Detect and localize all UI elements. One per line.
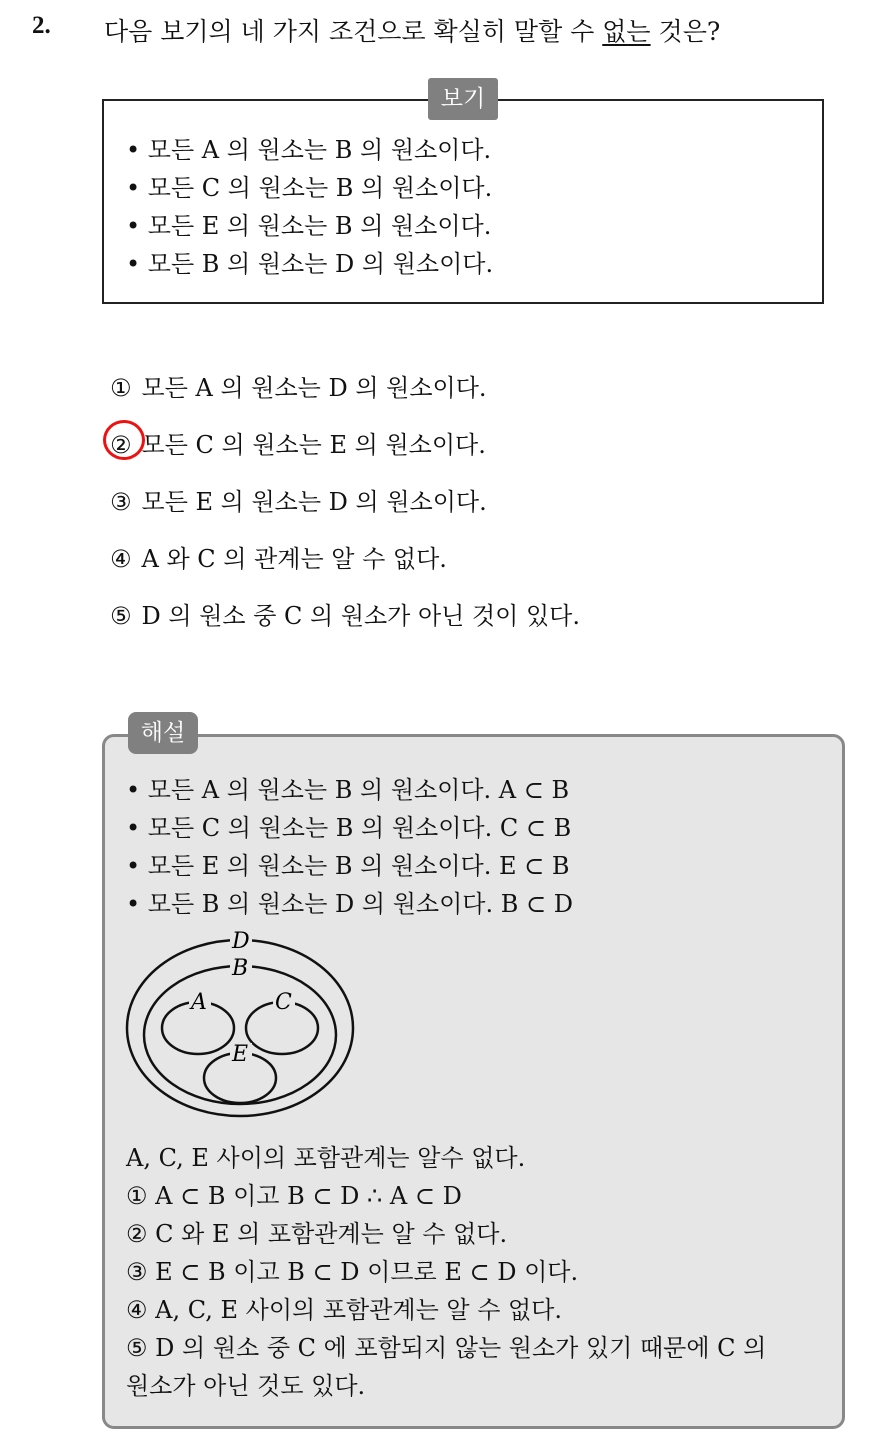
choice-text: A 와 C 의 관계는 알 수 없다. — [141, 545, 447, 573]
choice-2[interactable] — [110, 425, 486, 460]
choice-text: D 의 원소 중 C 의 원소가 아닌 것이 있다. — [141, 602, 580, 630]
solution-label: 해설 — [128, 712, 198, 754]
label-d: D — [232, 929, 250, 954]
choice-mark: ① — [110, 374, 132, 402]
label-c: C — [275, 990, 292, 1015]
choice-text: 모든 A 의 원소는 D 의 원소이다. — [141, 374, 487, 402]
solution-bullet: • 모든 A 의 원소는 B 의 원소이다. A ⊂ B — [126, 776, 570, 804]
choice-1[interactable] — [110, 368, 487, 403]
choice-5[interactable] — [110, 596, 580, 631]
question-text-before: 다음 보기의 네 가지 조건으로 확실히 말할 수 — [104, 17, 603, 46]
answer-mark-circle — [103, 420, 145, 460]
solution-line: ④ A, C, E 사이의 포함관계는 알 수 없다. — [126, 1296, 563, 1324]
venn-diagram — [120, 925, 365, 1125]
question-text-underlined: 없는 — [602, 17, 651, 46]
solution-bullet: • 모든 B 의 원소는 D 의 원소이다. B ⊂ D — [126, 890, 573, 918]
solution-bullet: • 모든 C 의 원소는 B 의 원소이다. C ⊂ B — [126, 814, 572, 842]
bogi-label: 보기 — [428, 78, 498, 120]
label-a: A — [191, 990, 207, 1015]
bogi-line: • 모든 B 의 원소는 D 의 원소이다. — [126, 250, 494, 278]
solution-line: A, C, E 사이의 포함관계는 알수 없다. — [126, 1144, 526, 1172]
solution-line: ① A ⊂ B 이고 B ⊂ D ∴ A ⊂ D — [126, 1182, 462, 1210]
choice-mark: ③ — [110, 488, 132, 516]
choice-mark: ⑤ — [110, 602, 132, 630]
choice-text: 모든 C 의 원소는 E 의 원소이다. — [141, 431, 486, 459]
label-b: B — [232, 956, 249, 981]
set-b-ellipse — [144, 966, 336, 1104]
question-text — [104, 12, 720, 48]
solution-line: ⑤ D 의 원소 중 C 에 포함되지 않는 원소가 있기 때문에 C 의 — [126, 1334, 767, 1362]
choice-mark: ② — [110, 431, 132, 459]
solution-line: ② C 와 E 의 포함관계는 알 수 없다. — [126, 1220, 508, 1248]
solution-bullet: • 모든 E 의 원소는 B 의 원소이다. E ⊂ B — [126, 852, 570, 880]
bogi-line: • 모든 C 의 원소는 B 의 원소이다. — [126, 174, 493, 202]
bogi-line: • 모든 E 의 원소는 B 의 원소이다. — [126, 212, 492, 240]
question-text-after: 것은? — [650, 17, 721, 46]
choice-4[interactable] — [110, 539, 447, 574]
solution-line: ③ E ⊂ B 이고 B ⊂ D 이므로 E ⊂ D 이다. — [126, 1258, 579, 1286]
choice-mark: ④ — [110, 545, 132, 573]
question-number: 2. — [32, 12, 51, 39]
choice-3[interactable] — [110, 482, 487, 517]
label-e: E — [232, 1042, 249, 1067]
bogi-line: • 모든 A 의 원소는 B 의 원소이다. — [126, 136, 492, 164]
solution-line: 원소가 아닌 것도 있다. — [126, 1372, 366, 1400]
choice-text: 모든 E 의 원소는 D 의 원소이다. — [141, 488, 487, 516]
